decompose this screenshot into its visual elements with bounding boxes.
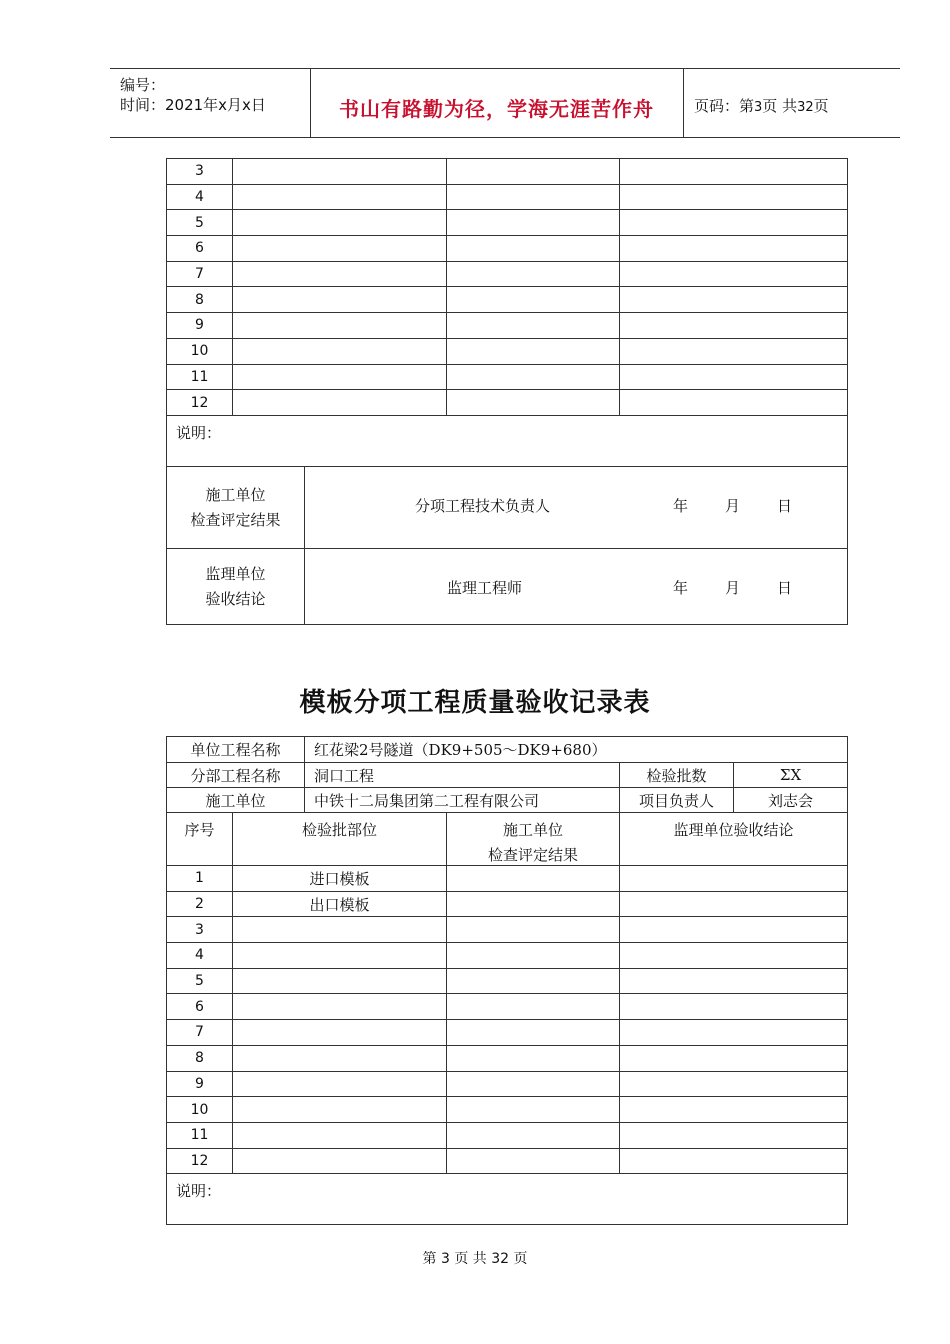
contractor-sign-date xyxy=(673,495,829,516)
footer-mid: 页 共 xyxy=(454,1251,487,1267)
supervisor-label-cell xyxy=(167,548,305,624)
table1-note-row xyxy=(167,415,848,466)
inspection-table-continued xyxy=(166,158,848,625)
table-row xyxy=(167,1148,848,1174)
empty-cell xyxy=(447,159,620,185)
row-supervisor-result xyxy=(620,1122,848,1148)
row-contractor-result xyxy=(447,1097,620,1123)
row-contractor-result xyxy=(447,917,620,943)
empty-cell xyxy=(233,313,447,339)
empty-cell xyxy=(620,184,848,210)
row-seq: 9 xyxy=(167,1071,233,1097)
contractor-sign-cell xyxy=(305,466,848,548)
table-row xyxy=(167,159,848,185)
header-motto: 书山有路勤为径，学海无涯苦作舟 xyxy=(339,97,654,121)
col-header-contractor xyxy=(447,813,620,866)
row-seq: 8 xyxy=(167,287,233,313)
table-row xyxy=(167,364,848,390)
table-row xyxy=(167,1045,848,1071)
note-cell xyxy=(167,1174,848,1225)
time-label: 时间：2021年x月x日 xyxy=(120,96,266,114)
row-position: 进口模板 xyxy=(233,866,447,892)
page-suffix: 页 xyxy=(813,97,829,115)
row-contractor-result xyxy=(447,968,620,994)
empty-cell xyxy=(447,364,620,390)
row-seq: 10 xyxy=(167,1097,233,1123)
supervisor-sign-date xyxy=(673,577,829,598)
table-row xyxy=(167,313,848,339)
row-supervisor-result xyxy=(620,891,848,917)
empty-cell xyxy=(447,390,620,416)
row-position xyxy=(233,917,447,943)
supervisor-label-line1: 监理单位 xyxy=(205,565,266,584)
page-mid: 页 共 xyxy=(762,97,798,115)
row-position xyxy=(233,968,447,994)
empty-cell xyxy=(233,338,447,364)
manager-value: 刘志会 xyxy=(734,788,848,813)
table-row xyxy=(167,261,848,287)
batch-count-label: 检验批数 xyxy=(620,763,734,788)
row-position xyxy=(233,1122,447,1148)
row-seq: 8 xyxy=(167,1045,233,1071)
date-day: 日 xyxy=(777,578,793,597)
header-meta xyxy=(120,75,266,115)
row-contractor-result xyxy=(447,994,620,1020)
empty-cell xyxy=(620,159,848,185)
empty-cell xyxy=(233,364,447,390)
formwork-acceptance-table xyxy=(166,736,848,1225)
row-contractor-result xyxy=(447,1071,620,1097)
sub-project-value: 洞口工程 xyxy=(305,763,620,788)
col-header-position: 检验批部位 xyxy=(233,813,447,866)
table-row xyxy=(167,338,848,364)
contractor-label-line1: 施工单位 xyxy=(205,486,266,505)
table2-body xyxy=(167,866,848,1174)
page-footer xyxy=(0,1248,950,1268)
footer-suffix: 页 xyxy=(513,1251,528,1267)
serial-label: 编号： xyxy=(120,76,166,94)
row-seq: 7 xyxy=(167,261,233,287)
row-contractor-result xyxy=(447,943,620,969)
row-contractor-result xyxy=(447,1045,620,1071)
empty-cell xyxy=(233,287,447,313)
empty-cell xyxy=(447,184,620,210)
empty-cell xyxy=(447,210,620,236)
table1-body xyxy=(167,159,848,416)
date-year: 年 xyxy=(673,496,689,515)
supervisor-label-line2: 验收结论 xyxy=(205,590,266,609)
row-seq: 3 xyxy=(167,159,233,185)
page-total: 32 xyxy=(797,100,814,115)
row-contractor-result xyxy=(447,866,620,892)
table-row xyxy=(167,184,848,210)
table-row xyxy=(167,866,848,892)
empty-cell xyxy=(447,338,620,364)
row-position xyxy=(233,1148,447,1174)
table-row xyxy=(167,210,848,236)
empty-cell xyxy=(620,287,848,313)
contractor-label: 施工单位 xyxy=(167,788,305,813)
page-header xyxy=(110,68,900,138)
row-seq: 5 xyxy=(167,968,233,994)
row-position xyxy=(233,943,447,969)
row-seq: 11 xyxy=(167,364,233,390)
col-header-seq: 序号 xyxy=(167,813,233,866)
empty-cell xyxy=(620,390,848,416)
row-supervisor-result xyxy=(620,1097,848,1123)
header-page-indicator xyxy=(694,95,829,116)
unit-project-value: 红花梁2号隧道（DK9+505～DK9+680） xyxy=(305,737,848,763)
page-prefix: 页码：第 xyxy=(694,97,755,115)
empty-cell xyxy=(233,236,447,262)
note-label: 说明： xyxy=(176,423,222,442)
supervisor-sign-cell xyxy=(305,548,848,624)
empty-cell xyxy=(447,236,620,262)
note-cell xyxy=(167,415,848,466)
col-header-contractor-line1: 施工单位 xyxy=(503,821,564,839)
empty-cell xyxy=(233,210,447,236)
batch-count-value: ΣX xyxy=(734,763,848,788)
contractor-row xyxy=(167,788,848,813)
empty-cell xyxy=(447,261,620,287)
table-row xyxy=(167,390,848,416)
table-row xyxy=(167,891,848,917)
row-supervisor-result xyxy=(620,1148,848,1174)
row-position xyxy=(233,994,447,1020)
row-supervisor-result xyxy=(620,917,848,943)
empty-cell xyxy=(620,261,848,287)
row-supervisor-result xyxy=(620,1020,848,1046)
row-seq: 9 xyxy=(167,313,233,339)
empty-cell xyxy=(620,236,848,262)
empty-cell xyxy=(233,390,447,416)
row-seq: 7 xyxy=(167,1020,233,1046)
row-seq: 5 xyxy=(167,210,233,236)
empty-cell xyxy=(447,287,620,313)
column-header-row xyxy=(167,813,848,866)
row-position xyxy=(233,1020,447,1046)
contractor-label-cell xyxy=(167,466,305,548)
sub-project-row xyxy=(167,763,848,788)
table-row xyxy=(167,287,848,313)
row-contractor-result xyxy=(447,1148,620,1174)
header-divider xyxy=(683,69,684,137)
row-seq: 10 xyxy=(167,338,233,364)
empty-cell xyxy=(620,210,848,236)
row-seq: 2 xyxy=(167,891,233,917)
row-seq: 12 xyxy=(167,390,233,416)
manager-label: 项目负责人 xyxy=(620,788,734,813)
row-supervisor-result xyxy=(620,866,848,892)
date-day: 日 xyxy=(777,496,793,515)
empty-cell xyxy=(233,184,447,210)
table-row xyxy=(167,1071,848,1097)
table-row xyxy=(167,236,848,262)
note-label: 说明： xyxy=(176,1182,222,1201)
row-contractor-result xyxy=(447,1020,620,1046)
row-position xyxy=(233,1071,447,1097)
contractor-sign-label: 分项工程技术负责人 xyxy=(415,496,551,515)
table-row xyxy=(167,994,848,1020)
date-year: 年 xyxy=(673,578,689,597)
table-row xyxy=(167,1122,848,1148)
empty-cell xyxy=(620,313,848,339)
empty-cell xyxy=(620,338,848,364)
row-supervisor-result xyxy=(620,1045,848,1071)
row-seq: 3 xyxy=(167,917,233,943)
sub-project-label: 分部工程名称 xyxy=(167,763,305,788)
footer-total: 32 xyxy=(491,1251,510,1267)
contractor-sign-row xyxy=(167,466,848,548)
row-position xyxy=(233,1045,447,1071)
form-title: 模板分项工程质量验收记录表 xyxy=(299,688,651,718)
table-row xyxy=(167,943,848,969)
row-seq: 6 xyxy=(167,994,233,1020)
table-row xyxy=(167,1020,848,1046)
row-contractor-result xyxy=(447,891,620,917)
date-month: 月 xyxy=(725,496,741,515)
unit-project-row xyxy=(167,737,848,763)
row-supervisor-result xyxy=(620,994,848,1020)
empty-cell xyxy=(447,313,620,339)
supervisor-sign-label: 监理工程师 xyxy=(447,578,523,597)
row-seq: 4 xyxy=(167,184,233,210)
table2-note-row xyxy=(167,1174,848,1225)
col-header-supervisor: 监理单位验收结论 xyxy=(620,813,848,866)
row-contractor-result xyxy=(447,1122,620,1148)
supervisor-sign-row xyxy=(167,548,848,624)
empty-cell xyxy=(620,364,848,390)
page-current: 3 xyxy=(754,100,763,115)
row-seq: 11 xyxy=(167,1122,233,1148)
date-month: 月 xyxy=(725,578,741,597)
unit-project-label: 单位工程名称 xyxy=(167,737,305,763)
footer-current: 3 xyxy=(440,1251,450,1267)
empty-cell xyxy=(233,159,447,185)
row-seq: 4 xyxy=(167,943,233,969)
empty-cell xyxy=(233,261,447,287)
table-row xyxy=(167,917,848,943)
row-seq: 1 xyxy=(167,866,233,892)
row-position: 出口模板 xyxy=(233,891,447,917)
row-supervisor-result xyxy=(620,968,848,994)
row-seq: 6 xyxy=(167,236,233,262)
row-supervisor-result xyxy=(620,943,848,969)
contractor-label-line2: 检查评定结果 xyxy=(190,511,281,530)
footer-prefix: 第 xyxy=(422,1251,437,1267)
table-row xyxy=(167,1097,848,1123)
col-header-contractor-line2: 检查评定结果 xyxy=(488,846,579,864)
table-row xyxy=(167,968,848,994)
row-position xyxy=(233,1097,447,1123)
row-seq: 12 xyxy=(167,1148,233,1174)
contractor-value: 中铁十二局集团第二工程有限公司 xyxy=(305,788,620,813)
row-supervisor-result xyxy=(620,1071,848,1097)
